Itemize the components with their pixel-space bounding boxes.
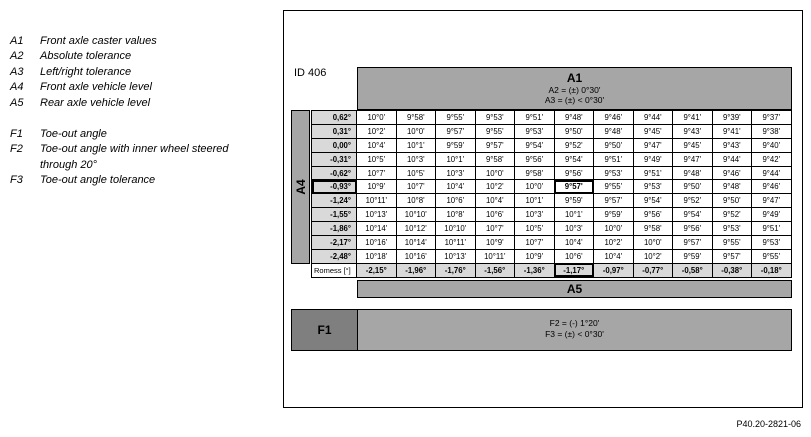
f1-values: [357, 309, 792, 351]
table-cell: 9°52': [673, 194, 713, 208]
table-cell: 9°53': [515, 124, 555, 138]
id-label: ID 406: [294, 67, 327, 79]
a4-label: A4: [293, 179, 308, 195]
table-cell: 9°51': [515, 111, 555, 125]
table-cell: 9°43': [673, 124, 713, 138]
table-row: [312, 124, 792, 138]
legend-text: Absolute tolerance: [40, 50, 132, 63]
table-cell: 9°54': [554, 152, 594, 166]
row-header: -1,55°: [312, 208, 357, 222]
table-cell: 9°55': [475, 124, 515, 138]
row-header: -1,24°: [312, 194, 357, 208]
romess-value: -2,15°: [357, 263, 397, 277]
legend-text: Toe-out angle with inner wheel steered through 20°: [40, 143, 229, 171]
table-cell: 10°1': [436, 152, 476, 166]
legend-key: F1: [10, 128, 23, 141]
table-cell: 9°48': [712, 180, 752, 194]
romess-value: -1,36°: [515, 263, 555, 277]
table-cell: 9°58': [475, 152, 515, 166]
table-row: [312, 166, 792, 180]
romess-value: -0,77°: [633, 263, 673, 277]
table-cell: 9°53': [594, 166, 634, 180]
table-cell: 10°0': [475, 166, 515, 180]
romess-value: -1,96°: [396, 263, 436, 277]
table-cell: 10°0': [515, 180, 555, 194]
table-cell: 9°57': [475, 138, 515, 152]
row-header: -1,86°: [312, 222, 357, 236]
table-cell: 9°56': [515, 152, 555, 166]
table-cell: 9°44': [752, 166, 792, 180]
legend-item-f3: [10, 173, 260, 188]
table-cell: 9°44': [633, 111, 673, 125]
table-cell: 10°16': [396, 249, 436, 263]
legend: [10, 34, 260, 189]
table-cell: 9°50': [594, 138, 634, 152]
table-cell: 9°58': [515, 166, 555, 180]
table-cell: 9°43': [712, 138, 752, 152]
table-cell: 10°8': [396, 194, 436, 208]
caster-value-table: [311, 110, 792, 278]
romess-value: -0,38°: [712, 263, 752, 277]
table-cell: 10°10': [396, 208, 436, 222]
table-row: [312, 236, 792, 250]
table-cell: 9°55': [752, 249, 792, 263]
legend-key: A5: [10, 96, 24, 109]
table-cell: 10°2': [594, 236, 634, 250]
legend-item-f1: [10, 127, 260, 142]
table-row: [312, 249, 792, 263]
table-cell: 9°59': [673, 249, 713, 263]
table-cell: 9°52': [554, 138, 594, 152]
table-cell: 10°1': [396, 138, 436, 152]
table-cell: 10°3': [515, 208, 555, 222]
legend-key: A2: [10, 50, 24, 63]
table-cell: 10°7': [357, 166, 397, 180]
table-cell: 9°53': [752, 236, 792, 250]
table-cell: 9°37': [752, 111, 792, 125]
legend-item-a4: [10, 80, 260, 95]
legend-key: F3: [10, 174, 23, 187]
table-cell: 9°51': [633, 166, 673, 180]
table-cell: 9°56': [554, 166, 594, 180]
table-cell: 10°18': [357, 249, 397, 263]
table-row: [312, 222, 792, 236]
table-cell: 10°11': [357, 194, 397, 208]
table-cell: 9°44': [712, 152, 752, 166]
table-cell: 9°53': [475, 111, 515, 125]
table-cell: 10°1': [554, 208, 594, 222]
row-header: -2,48°: [312, 249, 357, 263]
table-cell: 10°7': [475, 222, 515, 236]
table-cell: 9°50': [712, 194, 752, 208]
a1-left-right-tolerance: A3 = (±) < 0°30': [544, 95, 605, 105]
table-cell: 10°12': [396, 222, 436, 236]
table-cell: 9°51': [594, 152, 634, 166]
table-cell: 10°3': [436, 166, 476, 180]
f2-value: F2 = (-) 1°20': [549, 318, 600, 328]
table-cell: 9°59': [594, 208, 634, 222]
table-cell: 9°53': [633, 180, 673, 194]
table-cell: 10°4': [554, 236, 594, 250]
table-cell: 10°4': [594, 249, 634, 263]
legend-text: Toe-out angle tolerance: [40, 174, 156, 187]
table-cell: 9°41': [673, 111, 713, 125]
table-cell: 9°58': [396, 111, 436, 125]
table-cell: 9°59': [436, 138, 476, 152]
legend-spacer: [10, 111, 260, 127]
table-cell: 9°57': [712, 249, 752, 263]
table-body: [312, 111, 792, 278]
table-cell: 10°9': [357, 180, 397, 194]
table-cell: 9°40': [752, 138, 792, 152]
a1-title: A1: [566, 71, 583, 85]
table-cell: 9°47': [673, 152, 713, 166]
table-row: [312, 180, 792, 194]
table-cell: 10°14': [357, 222, 397, 236]
table-cell: 10°5': [396, 166, 436, 180]
table-cell: 9°55': [712, 236, 752, 250]
table-cell: 10°0': [396, 124, 436, 138]
table-cell: 10°6': [475, 208, 515, 222]
table-cell: 9°45': [633, 124, 673, 138]
legend-text: Front axle vehicle level: [40, 81, 152, 94]
table-cell: 9°46': [752, 180, 792, 194]
table-cell: 9°57': [594, 194, 634, 208]
table-cell: 10°5': [357, 152, 397, 166]
table-row: [312, 208, 792, 222]
romess-label: Romess [°]: [312, 263, 357, 277]
table-cell: 9°41': [712, 124, 752, 138]
row-header: -0,62°: [312, 166, 357, 180]
table-cell: 9°50': [554, 124, 594, 138]
romess-value: -1,17°: [554, 263, 594, 277]
a1-absolute-tolerance: A2 = (±) 0°30': [548, 85, 601, 95]
legend-key: A4: [10, 81, 24, 94]
legend-text: Front axle caster values: [40, 35, 157, 47]
table-row: [312, 152, 792, 166]
table-cell: 10°0': [357, 111, 397, 125]
table-cell: 9°39': [712, 111, 752, 125]
table-cell: 10°7': [515, 236, 555, 250]
table-cell: 9°56': [673, 222, 713, 236]
legend-item-a1: [10, 34, 260, 49]
romess-value: -0,18°: [752, 263, 792, 277]
romess-value: -0,58°: [673, 263, 713, 277]
table-cell: 10°2': [357, 124, 397, 138]
table-cell: 9°46': [712, 166, 752, 180]
table-cell: 10°3': [396, 152, 436, 166]
table-cell: 10°2': [633, 249, 673, 263]
romess-value: -1,76°: [436, 263, 476, 277]
legend-text: Left/right tolerance: [40, 65, 132, 78]
table-cell: 9°57': [673, 236, 713, 250]
f1-label: F1: [291, 309, 358, 351]
row-header: 0,31°: [312, 124, 357, 138]
table-cell: 9°48': [554, 111, 594, 125]
legend-text: Toe-out angle: [40, 128, 107, 141]
table-cell: 9°58': [633, 222, 673, 236]
a1-header: [357, 67, 792, 110]
table-cell: 10°13': [436, 249, 476, 263]
table-cell: 9°49': [633, 152, 673, 166]
table-cell: 9°54': [633, 194, 673, 208]
legend-key: A1: [10, 35, 24, 47]
romess-value: -0,97°: [594, 263, 634, 277]
table-cell: 9°45': [673, 138, 713, 152]
table-cell: 9°57': [554, 180, 594, 194]
f3-value: F3 = (±) < 0°30': [545, 329, 604, 339]
table-cell: 9°55': [436, 111, 476, 125]
table-cell: 9°52': [712, 208, 752, 222]
legend-item-f2: [10, 142, 260, 173]
table-row: [312, 138, 792, 152]
table-cell: 9°53': [712, 222, 752, 236]
romess-row: [312, 263, 792, 277]
table-cell: 9°46': [594, 111, 634, 125]
row-header: -0,31°: [312, 152, 357, 166]
table-cell: 10°16': [357, 236, 397, 250]
table-cell: 9°48': [594, 124, 634, 138]
table-cell: 10°9': [515, 249, 555, 263]
row-header: -2,17°: [312, 236, 357, 250]
row-header: -0,93°: [312, 180, 357, 194]
table-cell: 10°6': [554, 249, 594, 263]
table-cell: 10°9': [475, 236, 515, 250]
table-cell: 10°8': [436, 208, 476, 222]
table-row: [312, 194, 792, 208]
table-cell: 10°2': [475, 180, 515, 194]
table-row: [312, 111, 792, 125]
table-cell: 10°14': [396, 236, 436, 250]
table-cell: 9°57': [436, 124, 476, 138]
a5-footer: A5: [357, 280, 792, 298]
table-cell: 10°4': [357, 138, 397, 152]
legend-key: F2: [10, 143, 23, 156]
table-cell: 10°11': [436, 236, 476, 250]
table-cell: 9°38': [752, 124, 792, 138]
table-cell: 10°11': [475, 249, 515, 263]
table-cell: 10°1': [515, 194, 555, 208]
table-cell: 9°54': [515, 138, 555, 152]
legend-item-a5: [10, 96, 260, 111]
table-cell: 9°50': [673, 180, 713, 194]
table-cell: 9°48': [673, 166, 713, 180]
table-cell: 9°47': [752, 194, 792, 208]
document-reference: P40.20-2821-06: [736, 419, 801, 429]
table-cell: 9°59': [554, 194, 594, 208]
table-cell: 9°49': [752, 208, 792, 222]
romess-value: -1,56°: [475, 263, 515, 277]
table-cell: 9°56': [633, 208, 673, 222]
legend-key: A3: [10, 65, 24, 78]
table-cell: 10°3': [554, 222, 594, 236]
table-cell: 9°51': [752, 222, 792, 236]
legend-text: Rear axle vehicle level: [40, 96, 151, 109]
table-cell: 10°6': [436, 194, 476, 208]
table-cell: 10°0': [594, 222, 634, 236]
table-cell: 10°5': [515, 222, 555, 236]
table-cell: 9°47': [633, 138, 673, 152]
table-cell: 10°10': [436, 222, 476, 236]
row-header: 0,00°: [312, 138, 357, 152]
table-cell: 10°7': [396, 180, 436, 194]
a4-header: [291, 110, 310, 264]
row-header: 0,62°: [312, 111, 357, 125]
table-cell: 9°54': [673, 208, 713, 222]
table-cell: 10°0': [633, 236, 673, 250]
legend-item-a2: [10, 49, 260, 64]
table-cell: 10°13': [357, 208, 397, 222]
table-cell: 10°4': [436, 180, 476, 194]
table-cell: 9°42': [752, 152, 792, 166]
table-cell: 10°4': [475, 194, 515, 208]
table-cell: 9°55': [594, 180, 634, 194]
legend-item-a3: [10, 65, 260, 80]
